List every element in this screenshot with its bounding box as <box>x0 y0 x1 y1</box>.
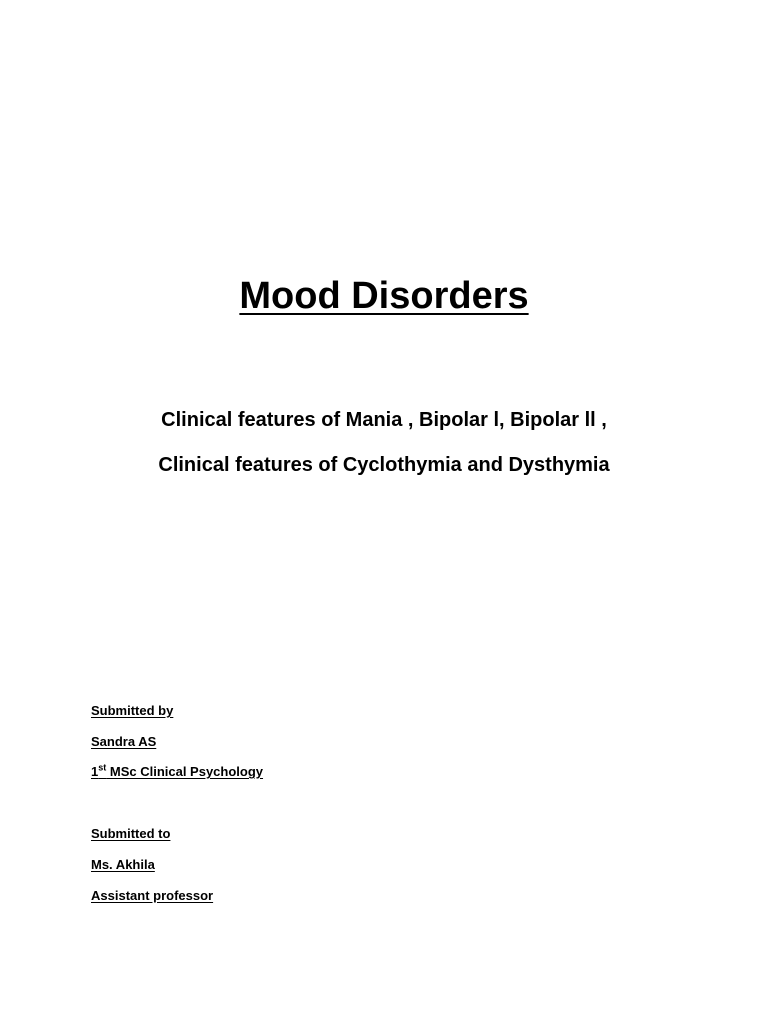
course-ordinal-suffix: st <box>98 762 107 773</box>
teacher-title <box>91 887 213 905</box>
subtitle-line-2: Clinical features of Cyclothymia and Dysthymia <box>158 454 610 476</box>
course-line <box>91 763 263 781</box>
submitted-to-label-text: Submitted to <box>91 826 171 841</box>
submitted-to-label <box>91 825 170 843</box>
course-name: MSc Clinical Psychology <box>106 764 264 779</box>
student-name <box>91 733 156 751</box>
teacher-name <box>91 856 155 874</box>
teacher-title-text: Assistant professor <box>91 888 214 903</box>
student-name-text: Sandra AS <box>91 734 157 749</box>
course-ordinal: 1 <box>91 764 99 779</box>
page-title-text: Mood Disorders <box>239 275 529 317</box>
submitted-by-label-text: Submitted by <box>91 703 174 718</box>
submitted-by-label <box>91 702 173 720</box>
subtitle-line-1: Clinical features of Mania , Bipolar l, Bipolar ll , <box>161 409 607 431</box>
course-text <box>91 764 263 779</box>
page-title <box>0 268 768 324</box>
teacher-name-text: Ms. Akhila <box>91 857 155 872</box>
